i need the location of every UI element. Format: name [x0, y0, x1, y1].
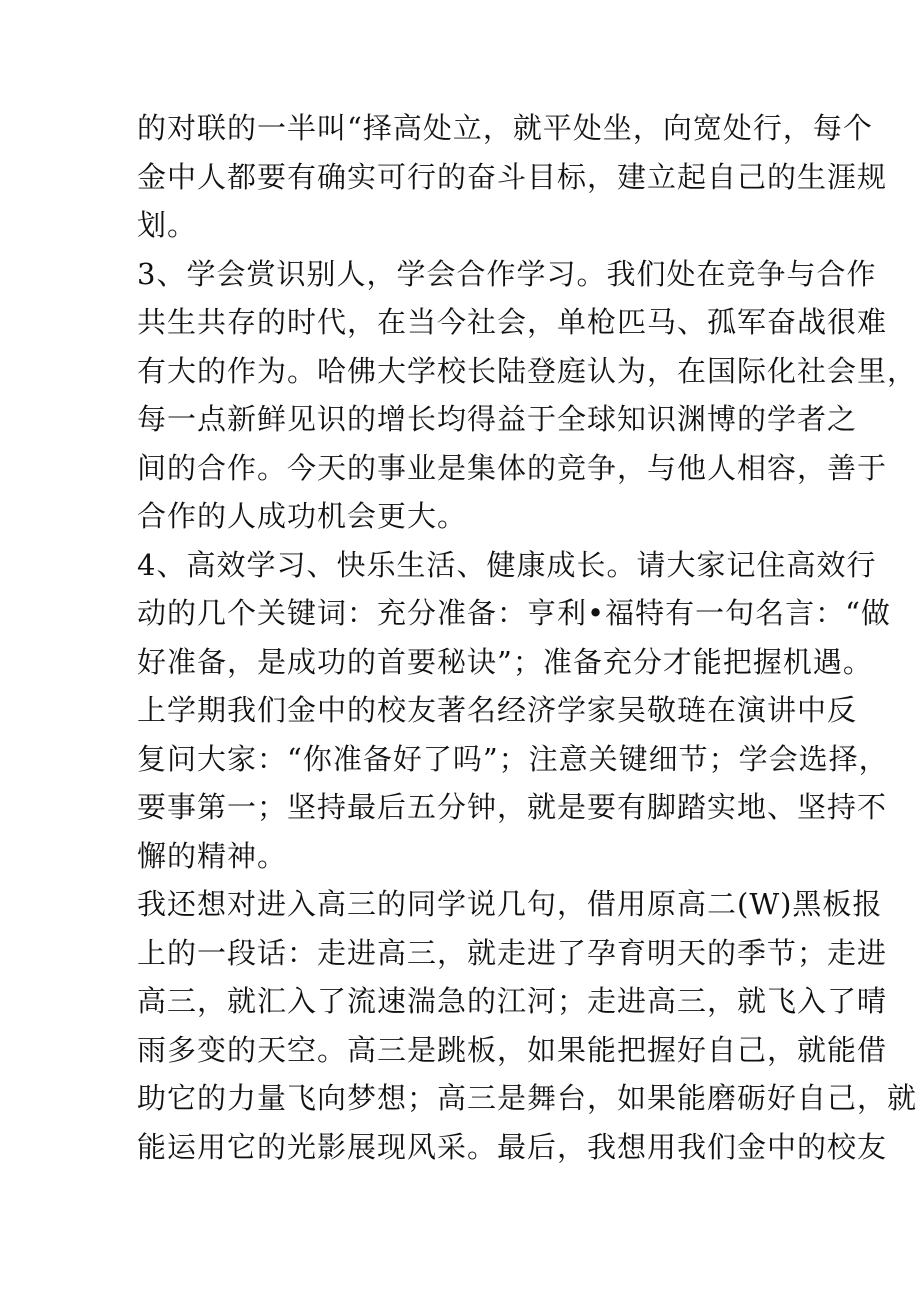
text-line: 高三，就汇入了流速湍急的江河；走进高三，就飞入了晴	[137, 984, 888, 1018]
text-line: 间的合作。今天的事业是集体的竞争，与他人相容，善于	[137, 450, 888, 485]
body-text	[137, 104, 918, 1171]
text-line: 的对联的一半叫“择高处立，就平处坐，向宽处行，每个	[137, 111, 873, 145]
text-line: 4、高效学习、快乐生活、健康成长。请大家记住高效行	[137, 547, 877, 582]
text-line: 助它的力量飞向梦想；高三是舞台，如果能磨砺好自己，就	[137, 1081, 918, 1115]
text-line: 金中人都要有确实可行的奋斗目标，建立起自己的生涯规	[137, 159, 888, 194]
text-line: 合作的人成功机会更大。	[137, 499, 468, 533]
text-line: 每一点新鲜见识的增长均得益于全球知识渊博的学者之	[137, 402, 858, 436]
text-line: 划。	[137, 208, 198, 242]
text-line: 复问大家：“你准备好了吗”；注意关键细节；学会选择，	[137, 741, 889, 776]
text-line: 动的几个关键词：充分准备：亨利•福特有一句名言：“做	[137, 596, 891, 630]
text-line: 懈的精神。	[137, 838, 288, 873]
text-line: 共生共存的时代，在当今社会，单枪匹马、孤军奋战很难	[137, 305, 888, 339]
text-line: 雨多变的天空。高三是跳板，如果能把握好自己，就能借	[137, 1032, 888, 1067]
text-line: 能运用它的光影展现风采。最后，我想用我们金中的校友	[137, 1129, 888, 1164]
text-line: 上的一段话：走进高三，就走进了孕育明天的季节；走进	[137, 935, 888, 970]
text-line: 3、学会赏识别人，学会合作学习。我们处在竞争与合作	[137, 256, 877, 291]
text-line: 上学期我们金中的校友著名经济学家吴敬琏在演讲中反	[137, 693, 858, 727]
text-line: 好准备，是成功的首要秘诀”；准备充分才能把握机遇。	[137, 644, 873, 679]
text-line: 我还想对进入高三的同学说几句，借用原高二(W)黑板报	[137, 887, 883, 921]
text-line: 要事第一；坚持最后五分钟，就是要有脚踏实地、坚持不	[137, 790, 888, 824]
text-line: 有大的作为。哈佛大学校长陆登庭认为，在国际化社会里，	[137, 353, 918, 388]
